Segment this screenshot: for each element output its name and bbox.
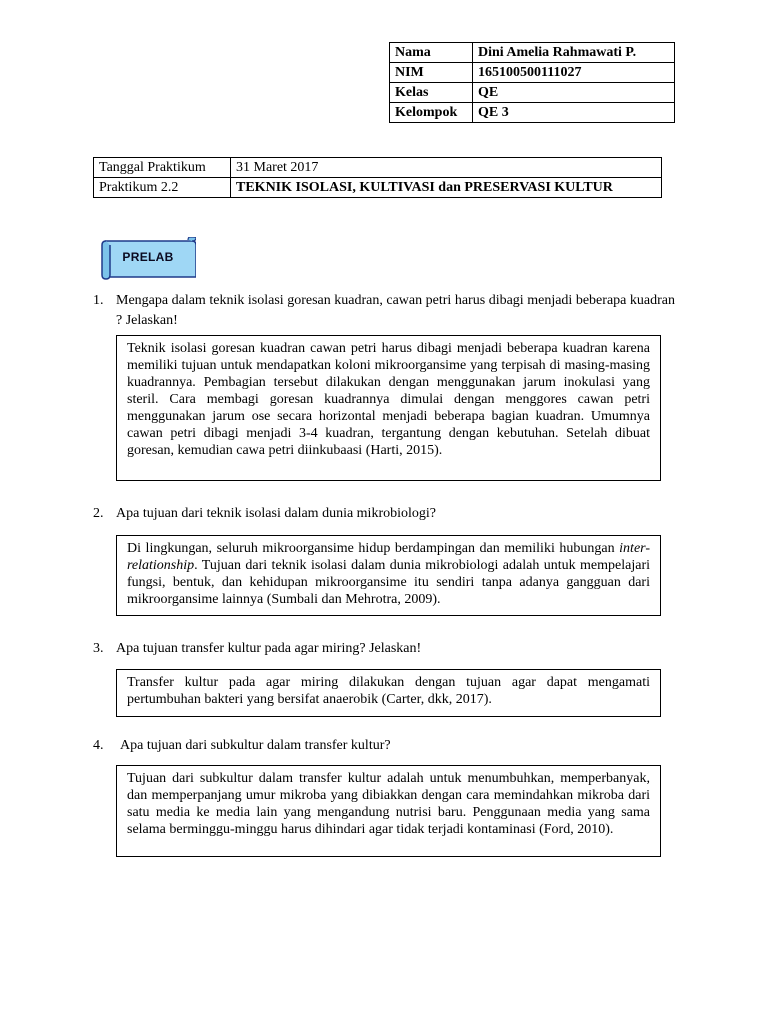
name-value: Dini Amelia Rahmawati P.	[473, 43, 675, 63]
question-text: Apa tujuan dari teknik isolasi dalam dunia mikrobiologi?	[116, 506, 436, 521]
answer-box-4	[116, 765, 661, 857]
nim-value: 165100500111027	[473, 63, 675, 83]
praktikum-table	[93, 157, 662, 198]
answer-text-part: . Tujuan dari teknik isolasi dalam dunia mikrobiologi adalah untuk mempelajari fungsi, bentuk, dan kehidupan mikroorgansime itu sendiri tanpa adanya gangguan dari mikroorgansime lainnya (Sumbali dan Mehrotra, 2009).	[127, 558, 650, 607]
question-text: Apa tujuan dari subkultur dalam transfer kultur?	[120, 738, 391, 753]
question-3	[93, 639, 675, 659]
identity-row-group	[390, 103, 675, 123]
question-text: Mengapa dalam teknik isolasi goresan kuadran, cawan petri harus dibagi menjadi beberapa kuadran ? Jelaskan!	[116, 293, 675, 328]
group-label: Kelompok	[390, 103, 473, 123]
date-value: 31 Maret 2017	[231, 158, 662, 178]
praktikum-title: TEKNIK ISOLASI, KULTIVASI dan PRESERVASI KULTUR	[231, 178, 662, 198]
answer-text-part: Di lingkungan, seluruh mikroorgansime hidup berdampingan dan memiliki hubungan	[127, 541, 620, 556]
answer-text	[127, 540, 650, 608]
prelab-banner	[100, 237, 196, 281]
answer-text: Transfer kultur pada agar miring dilakukan dengan tujuan agar dapat mengamati pertumbuhan bakteri yang bersifat anaerobik (Carter, dkk, 2017).	[127, 675, 650, 707]
question-number: 3.	[93, 641, 104, 656]
question-1	[93, 291, 675, 331]
identity-row-class	[390, 83, 675, 103]
question-number: 2.	[93, 506, 104, 521]
answer-box-3	[116, 669, 661, 717]
praktikum-date-row	[94, 158, 662, 178]
identity-row-nim	[390, 63, 675, 83]
nim-label: NIM	[390, 63, 473, 83]
identity-row-name	[390, 43, 675, 63]
identity-table	[389, 42, 675, 123]
question-4	[93, 736, 675, 756]
praktikum-title-row	[94, 178, 662, 198]
question-number: 1.	[93, 293, 104, 308]
answer-text: Tujuan dari subkultur dalam transfer kultur adalah untuk menumbuhkan, memperbanyak, dan memperpanjang umur mikroba yang dibiakkan dengan cara memindahkan mikroba dari satu media ke media lain yang mengandung nutrisi baru. Penggunaan media yang sama selama berminggu-minggu harus dihindari agar tidak terjadi kontaminasi (Ford, 2010).	[127, 771, 650, 837]
question-text: Apa tujuan transfer kultur pada agar miring? Jelaskan!	[116, 641, 422, 656]
answer-box-1	[116, 335, 661, 481]
praktikum-number-label: Praktikum 2.2	[94, 178, 231, 198]
answer-box-2	[116, 535, 661, 616]
prelab-label: PRELAB	[122, 250, 174, 264]
date-label: Tanggal Praktikum	[94, 158, 231, 178]
group-value: QE 3	[473, 103, 675, 123]
answer-text: Teknik isolasi goresan kuadran cawan petri harus dibagi menjadi beberapa kuadran karena memiliki tujuan untuk mendapatkan koloni mikroorgansime yang terpisah di masing-masing kuadrannya. Pembagian tersebut dilakukan dengan menggunakan jarum inokulasi yang steril. Cara membagi goresan kuadrannya dimulai dengan menggores cawan petri menggunakan jarum ose secara horizontal menjadi beberapa bagian kuadran. Umumnya cawan petri dibagi menjadi 3-4 kuadran, tergantung dengan kebutuhan. Setelah dibuat goresan, kemudian cawa petri diinkubaasi (Harti, 2015).	[127, 341, 650, 458]
class-value: QE	[473, 83, 675, 103]
question-number: 4.	[93, 738, 104, 753]
name-label: Nama	[390, 43, 473, 63]
question-2	[93, 504, 675, 524]
answer-italic-term: inter-relationship	[127, 541, 650, 573]
class-label: Kelas	[390, 83, 473, 103]
